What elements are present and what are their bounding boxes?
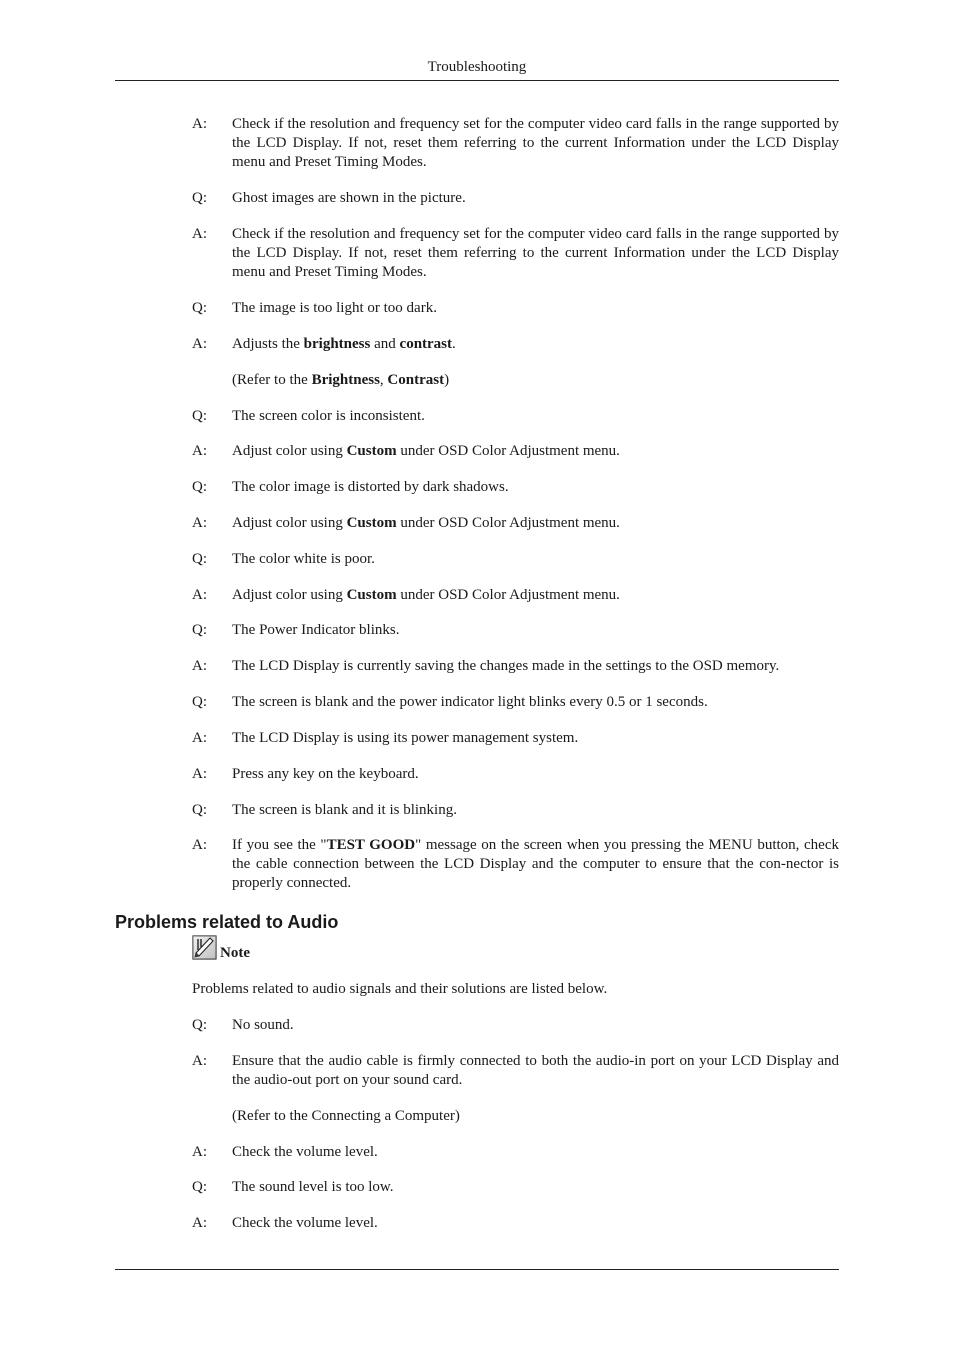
qa-item [192,693,839,712]
qa-text: The image is too light or too dark. [232,300,437,316]
qa-item [192,1214,839,1233]
qa-item [192,801,839,820]
qa-label: A: [192,226,207,242]
audio-intro-text: Problems related to audio signals and their solutions are listed below. [192,981,608,997]
qa-item [192,335,839,354]
qa-item [192,189,839,208]
qa-item [192,1052,839,1090]
qa-text: The color white is poor. [232,551,375,567]
qa-label: Q: [192,622,207,638]
qa-item [192,442,839,461]
note-label: Note [220,945,250,961]
qa-label: Q: [192,694,207,710]
qa-item [192,1016,839,1035]
qa-text: Check the volume level. [232,1144,378,1160]
qa-text: The LCD Display is currently saving the changes made in the settings to the OSD memory. [232,658,780,674]
qa-label: A: [192,1215,207,1231]
qa-text: The screen is blank and the power indicator light blinks every 0.5 or 1 seconds. [232,694,708,710]
qa-text: The screen is blank and it is blinking. [232,802,457,818]
qa-item [192,1143,839,1162]
qa-text: The color image is distorted by dark shadows. [232,479,509,495]
qa-text: Check if the resolution and frequency set for the computer video card falls in the range supported by the LCD Display. If not, reset them referring to the current Information under the LCD Display menu and Preset Timing Modes. [232,226,839,280]
qa-label: A: [192,116,207,132]
qa-label: A: [192,766,207,782]
page-header-title: Troubleshooting [427,59,527,75]
qa-item [192,407,839,426]
qa-label: A: [192,336,207,352]
qa-text: The screen color is inconsistent. [232,408,425,424]
qa-item [192,115,839,172]
qa-item [192,765,839,784]
qa-item [192,514,839,533]
qa-text: The LCD Display is using its power management system. [232,730,579,746]
qa-text: No sound. [232,1017,294,1033]
header-rule [115,80,839,81]
qa-item [192,1178,839,1197]
qa-label: Q: [192,479,207,495]
qa-item [192,299,839,318]
qa-label: A: [192,730,207,746]
qa-label: A: [192,1053,207,1069]
qa-text: Adjust color using Custom under OSD Color Adjustment menu. [232,515,620,531]
qa-item [192,621,839,640]
qa-text: The sound level is too low. [232,1179,394,1195]
qa-label: A: [192,443,207,459]
qa-text: Check if the resolution and frequency set for the computer video card falls in the range supported by the LCD Display. If not, reset them referring to the current Information under the LCD Display menu and Preset Timing Modes. [232,116,839,170]
qa-label: Q: [192,802,207,818]
qa-label: Q: [192,408,207,424]
qa-text: Ghost images are shown in the picture. [232,190,466,206]
qa-item [192,371,839,390]
qa-label: Q: [192,300,207,316]
qa-text: Adjust color using Custom under OSD Color Adjustment menu. [232,587,620,603]
qa-text: (Refer to the Connecting a Computer) [232,1108,460,1124]
qa-text: Check the volume level. [232,1215,378,1231]
qa-label: A: [192,837,207,853]
qa-text: Ensure that the audio cable is firmly connected to both the audio-in port on your LCD Display and the audio-out port on your sound card. [232,1053,839,1088]
qa-label: Q: [192,190,207,206]
qa-item [192,729,839,748]
section-heading-audio: Problems related to Audio [115,912,339,932]
qa-item [192,836,839,893]
qa-item [192,586,839,605]
qa-item [192,550,839,569]
footer-rule [115,1269,839,1270]
qa-text: Adjust color using Custom under OSD Color Adjustment menu. [232,443,620,459]
qa-item [192,225,839,282]
qa-item [192,478,839,497]
qa-label: Q: [192,551,207,567]
qa-text: Press any key on the keyboard. [232,766,419,782]
qa-label: Q: [192,1179,207,1195]
note-pencil-icon [192,935,217,960]
qa-label: A: [192,1144,207,1160]
qa-label: Q: [192,1017,207,1033]
qa-text: The Power Indicator blinks. [232,622,400,638]
qa-label: A: [192,587,207,603]
qa-text: (Refer to the Brightness, Contrast) [232,372,450,388]
qa-text: Adjusts the brightness and contrast. [232,336,456,352]
qa-item [192,657,839,676]
qa-label: A: [192,515,207,531]
qa-item [192,1107,839,1126]
qa-text: If you see the "TEST GOOD" message on the screen when you pressing the MENU button, check the cable connection between the LCD Display and the computer to ensure that the con-nector is properly connected. [232,837,840,891]
qa-label: A: [192,658,207,674]
